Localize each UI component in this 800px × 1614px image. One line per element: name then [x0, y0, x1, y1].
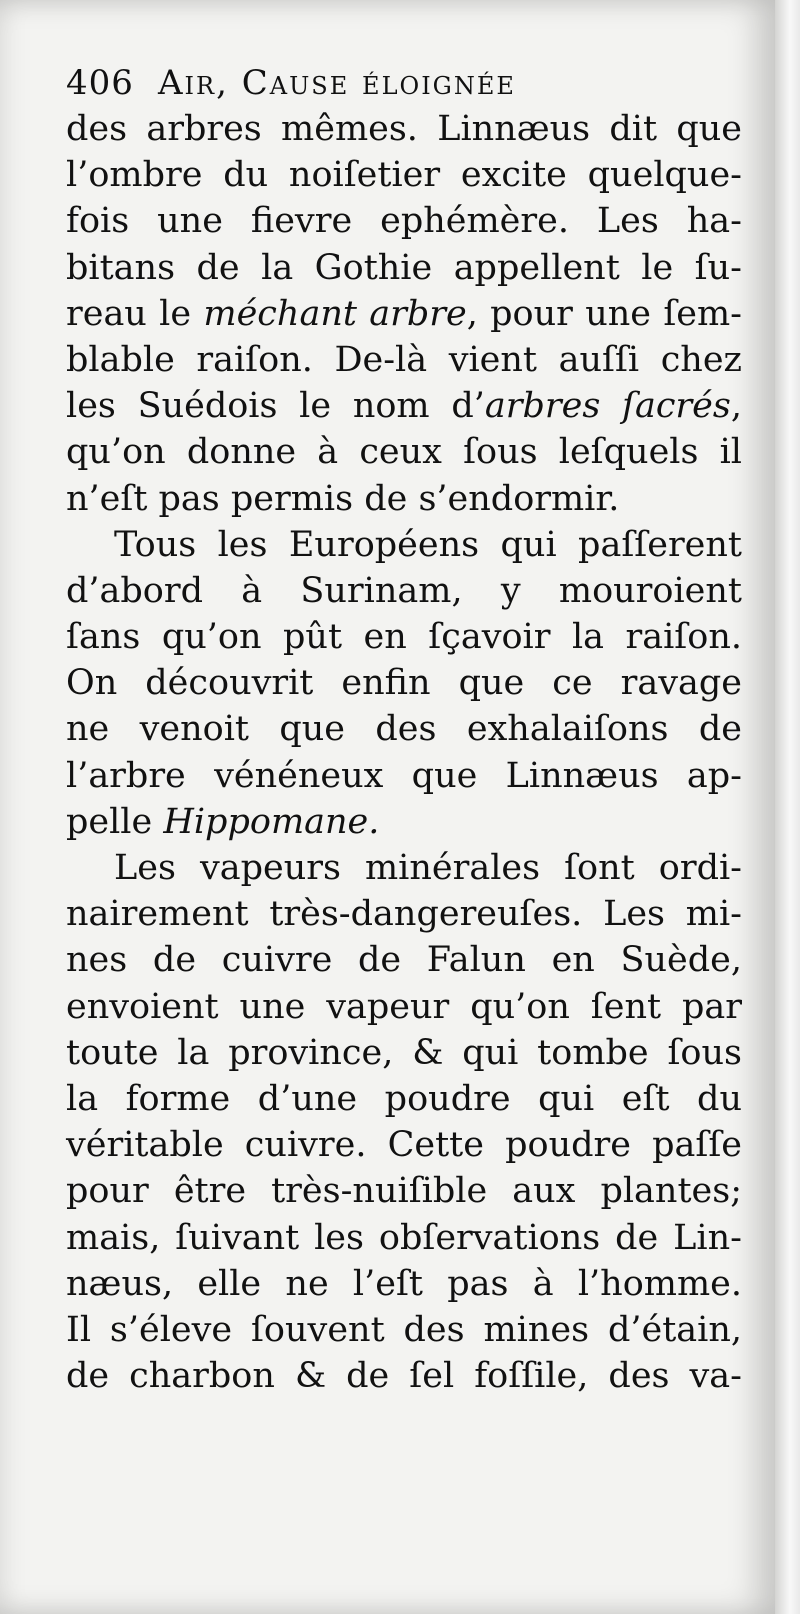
text-segment: nairement très-dangereuſes. Les mi-	[66, 894, 742, 935]
italic-text: arbres ſacrés	[484, 386, 731, 427]
running-title: Air, Cause éloignée	[158, 63, 516, 103]
italic-text: méchant arbre	[203, 293, 467, 334]
text-segment: bitans de la Gothie appellent le ſu-	[66, 247, 742, 288]
text-segment: pour être très-nuiſible aux plantes;	[66, 1171, 742, 1212]
text-line	[66, 937, 742, 983]
text-segment: Il s’éleve ſouvent des mines d’étain,	[66, 1309, 742, 1350]
text-line	[66, 1122, 742, 1168]
text-line	[66, 1168, 742, 1214]
text-segment: mais, ſuivant les obſervations de Lin-	[66, 1217, 742, 1258]
text-segment: blable raiſon. De-là vient auſſi chez	[66, 339, 742, 380]
text-line	[66, 799, 742, 845]
text-line	[66, 660, 742, 706]
page-text	[66, 60, 742, 1399]
text-segment: reau le	[66, 293, 204, 334]
text-line	[66, 753, 742, 799]
text-segment: næus, elle ne l’eſt pas à l’homme.	[66, 1263, 742, 1304]
text-segment: envoient une vapeur qu’on ſent par	[66, 986, 742, 1027]
page-number: 406	[66, 63, 134, 103]
text-segment: Les vapeurs minérales ſont ordi-	[114, 848, 742, 888]
text-line	[66, 383, 742, 429]
text-line	[66, 845, 742, 891]
text-segment: pelle	[66, 801, 164, 842]
page-edge	[775, 0, 800, 1614]
text-segment: véritable cuivre. Cette poudre paſſe	[66, 1125, 742, 1166]
text-line	[66, 522, 742, 568]
text-line	[66, 291, 742, 337]
text-segment: n’eſt pas permis de s’endormir.	[66, 478, 620, 519]
text-segment: , pour une ſem-	[466, 293, 743, 334]
text-line	[66, 1353, 742, 1399]
text-line	[66, 337, 742, 383]
text-line	[66, 614, 742, 660]
text-segment: d’abord à Surinam, y mouroient	[66, 570, 742, 611]
text-line	[66, 1076, 742, 1122]
text-line	[66, 984, 742, 1030]
text-line	[66, 1030, 742, 1076]
text-line	[66, 152, 742, 198]
text-segment: toute la province, & qui tombe ſous	[66, 1032, 742, 1073]
text-line	[66, 568, 742, 614]
running-header	[66, 60, 742, 106]
italic-text: Hippomane.	[163, 801, 380, 842]
text-line	[66, 1215, 742, 1261]
text-line	[66, 429, 742, 475]
text-segment: des arbres mêmes. Linnæus dit que	[66, 109, 742, 149]
body-text	[66, 106, 742, 1399]
text-segment: l’ombre du noiſetier excite quelque-	[66, 155, 742, 196]
text-segment: de charbon & de ſel foſſile, des va-	[66, 1356, 742, 1397]
text-segment: ne venoit que des exhalaiſons de	[66, 709, 742, 750]
text-line	[66, 1261, 742, 1307]
text-segment: qu’on donne à ceux ſous leſquels il	[66, 432, 742, 473]
text-segment: fois une fievre ephémère. Les ha-	[66, 201, 742, 242]
text-segment: nes de cuivre de Falun en Suède,	[66, 940, 742, 981]
text-line	[66, 476, 742, 522]
text-line	[66, 106, 742, 152]
text-segment: Tous les Européens qui paſſerent	[114, 524, 742, 565]
text-segment: On découvrit enfin que ce ravage	[66, 663, 742, 704]
text-segment: les Suédois le nom d’	[66, 386, 485, 427]
text-segment: la forme d’une poudre qui eſt du	[66, 1078, 742, 1119]
text-line	[66, 706, 742, 752]
text-line	[66, 198, 742, 244]
text-segment: l’arbre vénéneux que Linnæus ap-	[66, 755, 742, 796]
text-segment: ſans qu’on pût en ſçavoir la raiſon.	[66, 617, 742, 658]
text-line	[66, 1307, 742, 1353]
text-line	[66, 891, 742, 937]
text-segment: ,	[730, 386, 742, 427]
text-line	[66, 245, 742, 291]
